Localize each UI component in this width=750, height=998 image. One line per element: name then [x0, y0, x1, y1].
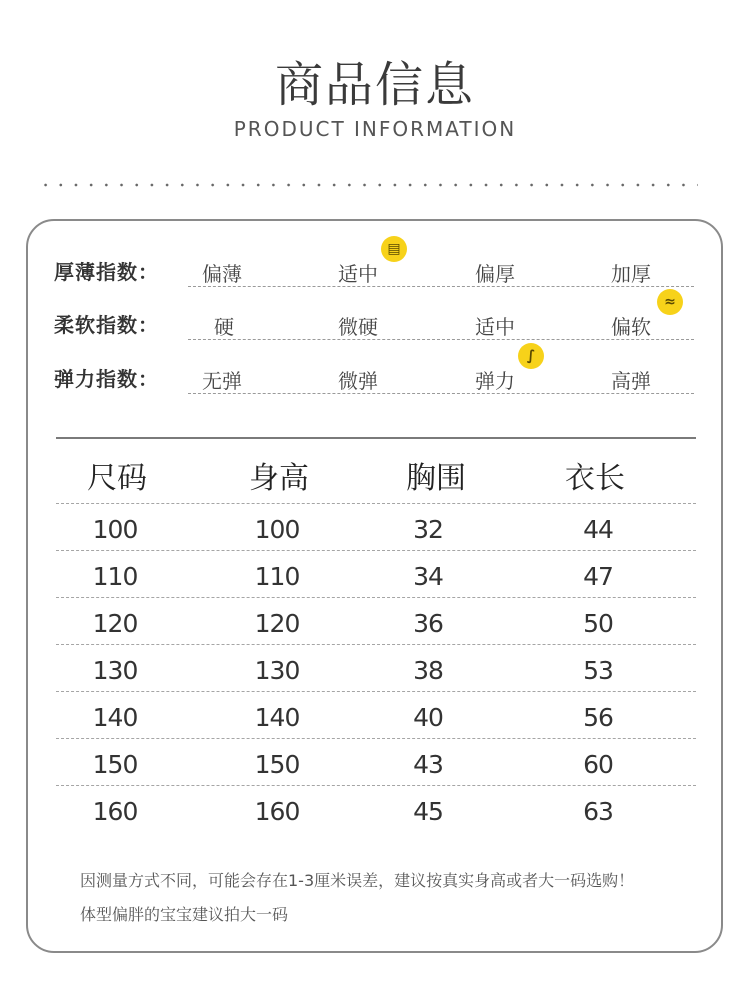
table-cell: 44 — [583, 515, 613, 544]
table-top-border — [56, 437, 696, 439]
table-cell: 47 — [583, 562, 613, 591]
table-cell: 34 — [413, 562, 443, 591]
spring-icon: ∫ — [518, 343, 544, 369]
table-header-length: 衣长 — [565, 461, 625, 496]
table-row-divider — [56, 644, 696, 645]
table-cell: 100 — [92, 515, 138, 544]
index-row — [0, 294, 750, 341]
index-option: 偏厚 — [475, 262, 515, 286]
table-cell: 45 — [413, 797, 443, 826]
page-title: 商品信息 — [274, 57, 475, 113]
table-row-divider — [56, 738, 696, 739]
table-row-divider — [56, 785, 696, 786]
index-row-divider — [188, 286, 694, 287]
page-subtitle: PRODUCT INFORMATION — [233, 117, 517, 141]
table-cell: 56 — [583, 703, 613, 732]
table-cell: 100 — [254, 515, 300, 544]
table-row-divider — [56, 503, 696, 504]
table-cell: 53 — [583, 656, 613, 685]
index-row-divider — [188, 339, 694, 340]
table-cell: 38 — [413, 656, 443, 685]
table-cell: 110 — [254, 562, 300, 591]
ruler-icon: ▤ — [381, 236, 407, 262]
index-row-divider — [188, 393, 694, 394]
table-cell: 40 — [413, 703, 443, 732]
table-cell: 36 — [413, 609, 443, 638]
table-cell: 140 — [254, 703, 300, 732]
index-option: 硬 — [214, 315, 234, 339]
table-cell: 120 — [254, 609, 300, 638]
table-row-divider — [56, 550, 696, 551]
table-cell: 150 — [92, 750, 138, 779]
table-cell: 50 — [583, 609, 613, 638]
index-option: 微硬 — [338, 315, 378, 339]
table-cell: 120 — [92, 609, 138, 638]
index-option: 弹力 — [475, 369, 515, 393]
table-cell: 160 — [254, 797, 300, 826]
index-option: 加厚 — [611, 262, 651, 286]
table-row-divider — [56, 691, 696, 692]
table-cell: 130 — [92, 656, 138, 685]
table-cell: 130 — [254, 656, 300, 685]
table-cell: 150 — [254, 750, 300, 779]
index-option: 适中 — [338, 262, 378, 286]
index-label: 厚薄指数： — [54, 260, 159, 284]
index-option: 偏软 — [611, 315, 651, 339]
table-cell: 32 — [413, 515, 443, 544]
note-chubby: 体型偏胖的宝宝建议拍大一码 — [80, 905, 289, 924]
index-option: 高弹 — [611, 369, 651, 393]
table-cell: 63 — [583, 797, 613, 826]
wave-icon: ≈ — [657, 289, 683, 315]
index-label: 柔软指数： — [54, 313, 159, 337]
index-row — [0, 241, 750, 288]
table-row-divider — [56, 597, 696, 598]
index-option: 微弹 — [338, 369, 378, 393]
index-option: 偏薄 — [202, 262, 242, 286]
table-cell: 140 — [92, 703, 138, 732]
table-header-size: 尺码 — [87, 461, 147, 496]
index-label: 弹力指数： — [54, 367, 159, 391]
table-header-chest: 胸围 — [406, 461, 466, 496]
dotted-divider — [38, 183, 698, 187]
table-cell: 110 — [92, 562, 138, 591]
index-option: 无弹 — [202, 369, 242, 393]
table-cell: 160 — [92, 797, 138, 826]
note-measurement: 因测量方式不同，可能会存在1-3厘米误差，建议按真实身高或者大一码选购！ — [80, 871, 635, 890]
table-cell: 60 — [583, 750, 613, 779]
index-option: 适中 — [475, 315, 515, 339]
index-row — [0, 348, 750, 395]
table-cell: 43 — [413, 750, 443, 779]
table-header-height: 身高 — [249, 461, 309, 496]
